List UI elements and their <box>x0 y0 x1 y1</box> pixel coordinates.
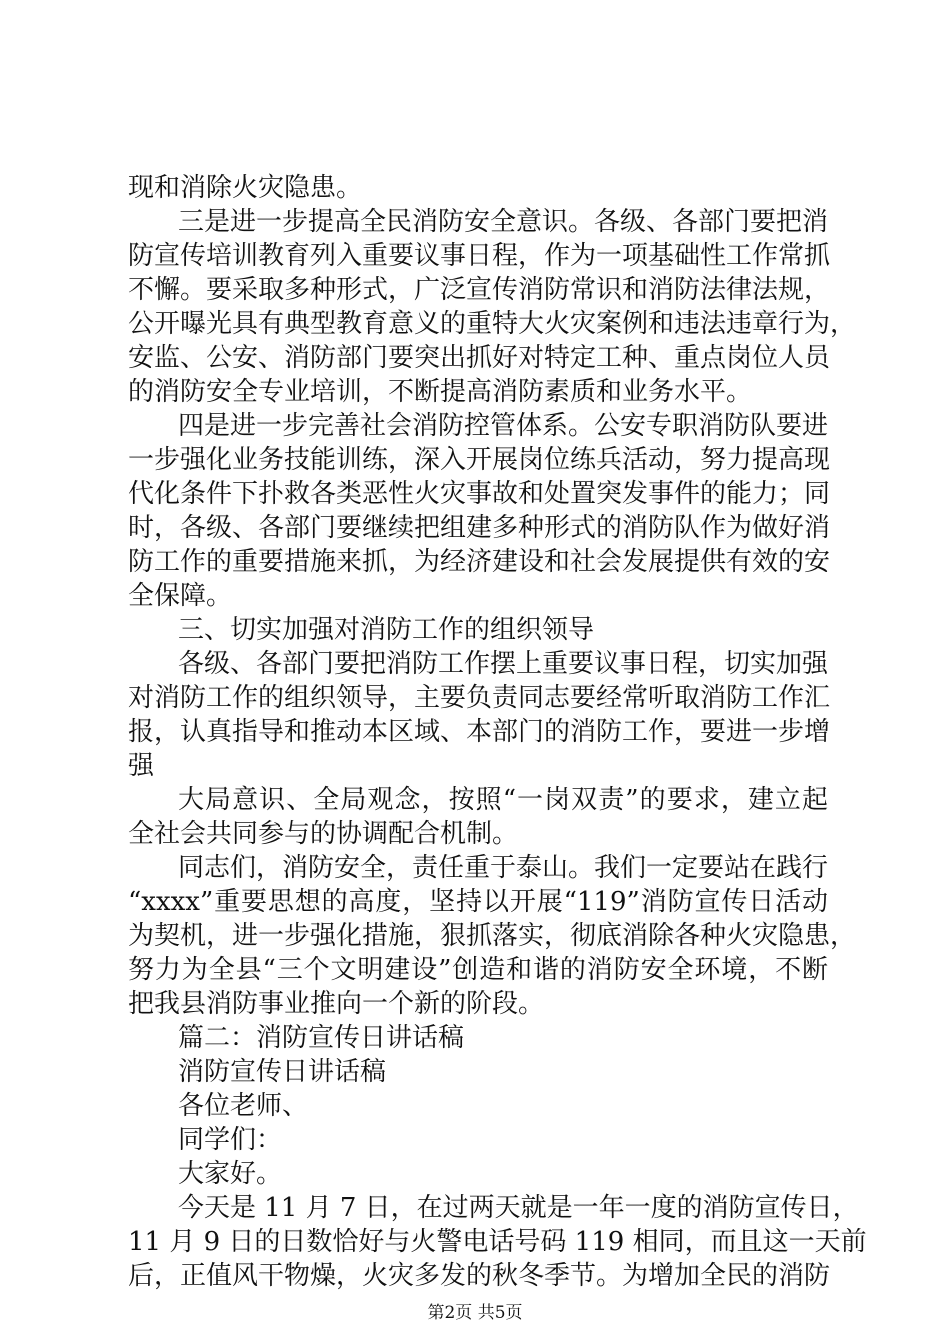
text-line: 一步强化业务技能训练，深入开展岗位练兵活动，努力提高现 <box>128 445 831 475</box>
text-line: 公开曝光具有典型教育意义的重特大火灾案例和违法违章行为， <box>128 309 857 339</box>
text-line: 的消防安全专业培训，不断提高消防素质和业务水平。 <box>128 377 753 407</box>
text-line: 11 月 9 日的日数恰好与火警电话号码 119 相同，而且这一天前 <box>128 1227 867 1257</box>
text-line: 防工作的重要措施来抓，为经济建设和社会发展提供有效的安 <box>128 547 831 577</box>
text-line: “xxxx”重要思想的高度，坚持以开展“119”消防宣传日活动 <box>128 887 828 917</box>
section-heading: 篇二：消防宣传日讲话稿 <box>178 1023 465 1053</box>
text-line: 现和消除火灾隐患。 <box>128 173 363 203</box>
text-line: 防宣传培训教育列入重要议事日程，作为一项基础性工作常抓 <box>128 241 831 271</box>
text-line: 四是进一步完善社会消防控管体系。公安专职消防队要进 <box>178 411 829 441</box>
text-line: 强 <box>128 751 155 781</box>
text-line: 安监、公安、消防部门要突出抓好对特定工种、重点岗位人员 <box>128 343 831 373</box>
section-heading: 三、切实加强对消防工作的组织领导 <box>178 615 595 645</box>
text-line: 同志们，消防安全，责任重于泰山。我们一定要站在践行 <box>178 853 829 883</box>
text-line: 时，各级、各部门要继续把组建多种形式的消防队作为做好消 <box>128 513 831 543</box>
greeting: 大家好。 <box>178 1159 283 1189</box>
text-line: 代化条件下扑救各类恶性火灾事故和处置突发事件的能力；同 <box>128 479 831 509</box>
text-line: 今天是 11 月 7 日，在过两天就是一年一度的消防宣传日， <box>178 1193 859 1223</box>
text-line: 不懈。要采取多种形式，广泛宣传消防常识和消防法律法规， <box>128 275 831 305</box>
text-line: 为契机，进一步强化措施，狠抓落实，彻底消除各种火灾隐患， <box>128 921 857 951</box>
text-line: 大局意识、全局观念，按照“一岗双责”的要求，建立起 <box>178 785 828 815</box>
text-line: 对消防工作的组织领导，主要负责同志要经常听取消防工作汇 <box>128 683 831 713</box>
salutation: 各位老师、 <box>178 1091 309 1121</box>
text-line: 把我县消防事业推向一个新的阶段。 <box>128 989 545 1019</box>
text-line: 报，认真指导和推动本区域、本部门的消防工作，要进一步增 <box>128 717 831 747</box>
page-indicator: 第2页 共5页 <box>427 1303 523 1323</box>
text-line: 全社会共同参与的协调配合机制。 <box>128 819 519 849</box>
text-line: 三是进一步提高全民消防安全意识。各级、各部门要把消 <box>178 207 829 237</box>
salutation: 同学们： <box>178 1125 283 1155</box>
text-line: 努力为全县“三个文明建设”创造和谐的消防安全环境，不断 <box>128 955 828 985</box>
speech-title: 消防宣传日讲话稿 <box>178 1057 387 1087</box>
text-line: 后，正值风干物燥，火灾多发的秋冬季节。为增加全民的消防 <box>128 1261 831 1291</box>
text-line: 各级、各部门要把消防工作摆上重要议事日程，切实加强 <box>178 649 829 679</box>
text-line: 全保障。 <box>128 581 233 611</box>
